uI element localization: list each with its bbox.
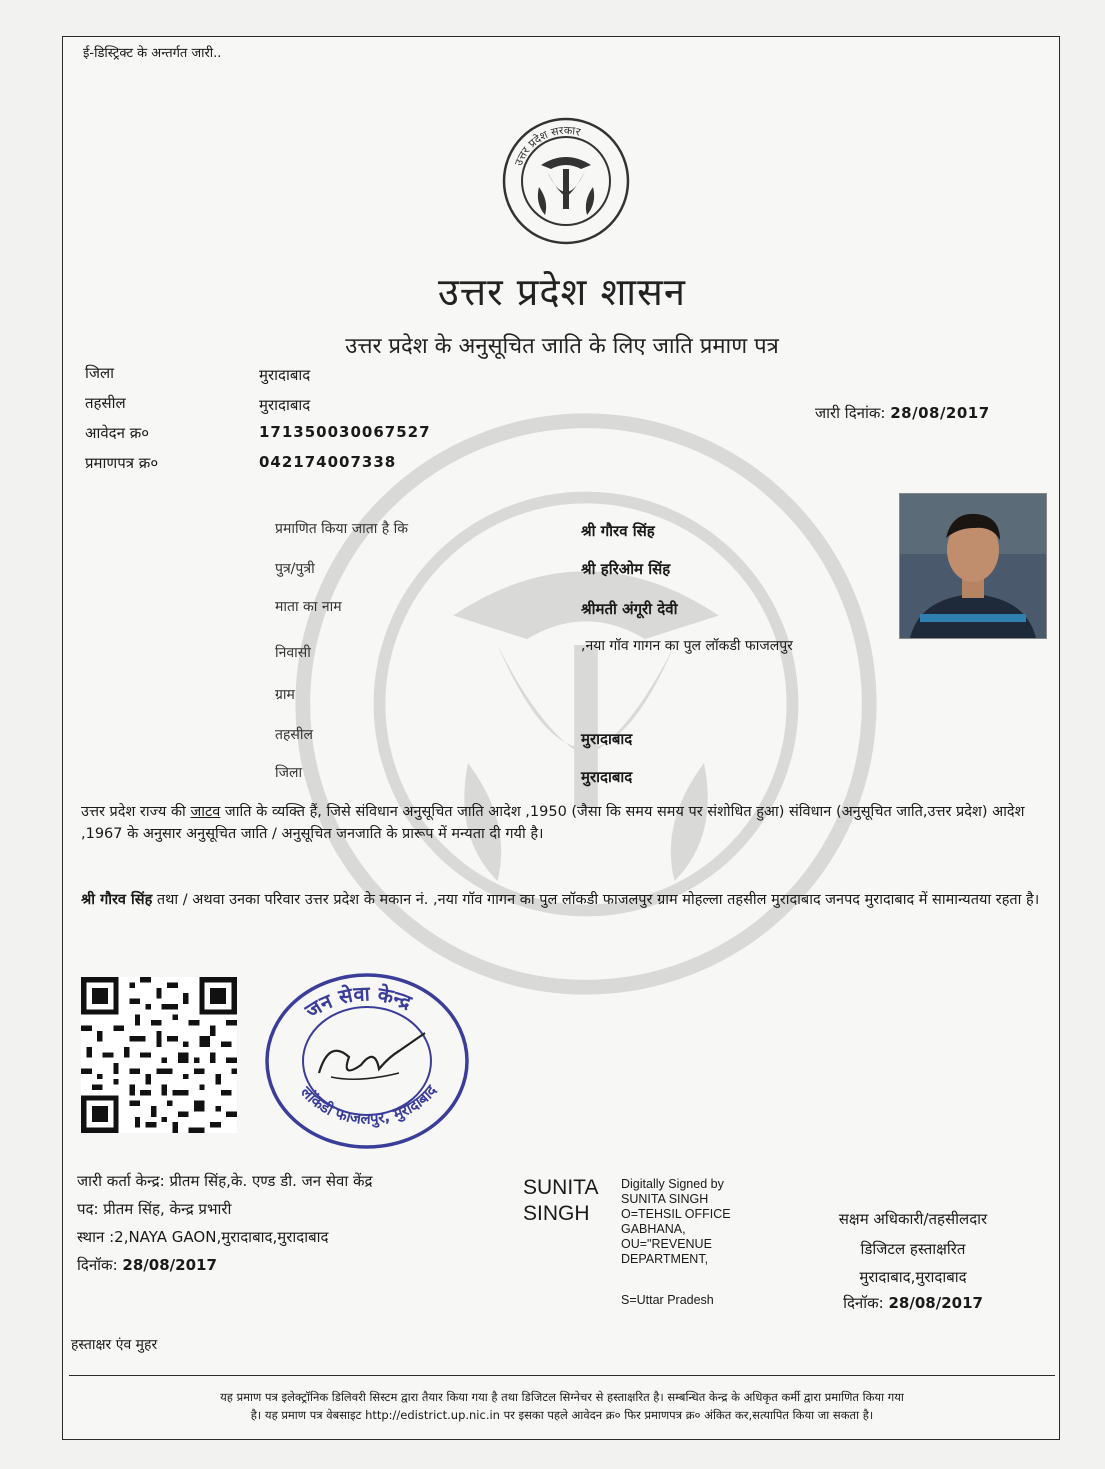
caste-declaration-paragraph — [81, 801, 1045, 845]
dsig-detail: OU="REVENUE — [621, 1237, 712, 1251]
meta-label-certificate-no: प्रमाणपत्र क्र० — [85, 454, 159, 472]
para2-name: श्री गौरव सिंह — [81, 892, 153, 908]
seal-top-text: जन सेवा केन्द्र — [300, 981, 416, 1023]
detail-value-resident: ,नया गॉव गागन का पुल लॉकडी फाजलपुर — [581, 638, 793, 654]
detail-label-tehsil: तहसील — [275, 727, 313, 743]
issuer-date-label: दिनॉक: — [77, 1256, 118, 1274]
issuer-place: स्थान :2,NAYA GAON,मुरादाबाद,मुरादाबाद — [77, 1228, 329, 1246]
digital-signature-details — [621, 1177, 781, 1267]
up-government-emblem-icon — [501, 83, 631, 259]
dsig-name-line1: SUNITA — [523, 1176, 599, 1199]
applicant-photo — [899, 493, 1047, 639]
meta-value-certificate-no: 042174007338 — [259, 453, 397, 471]
header-note: ई-डिस्ट्रिक्ट के अन्तर्गत जारी.. — [83, 46, 222, 61]
meta-label-application-no: आवेदन क्र० — [85, 424, 150, 442]
dsig-detail: Digitally Signed by — [621, 1177, 724, 1191]
detail-label-resident: निवासी — [275, 645, 311, 661]
detail-value-tehsil: मुरादाबाद — [581, 730, 633, 748]
seal-bottom-text: लॉकडी फाजलपुर, मुरादाबाद — [297, 1081, 441, 1128]
dsig-detail: GABHANA, — [621, 1222, 686, 1236]
meta-value-tehsil: मुरादाबाद — [259, 396, 311, 414]
officer-signed: डिजिटल हस्ताक्षरित — [860, 1240, 966, 1258]
meta-value-application-no: 171350030067527 — [259, 423, 431, 441]
page-title: उत्तर प्रदेश शासन — [438, 270, 686, 314]
issuer-date — [77, 1255, 217, 1275]
detail-label-certified: प्रमाणित किया जाता है कि — [275, 521, 409, 537]
para1-after: जाति के व्यक्ति हैं, जिसे संविधान अनुसूचित जाति आदेश ,1950 (जैसा कि समय समय पर संशोधित हुआ) संविधान (अनुसूचित जाति,उत्तर प्रदेश) आदेश ,1967 के अनुसार अनुसूचित जाति / अनुसूचित जनजाति के प्रारूप में मन्यता दी गयी है। — [81, 804, 1025, 842]
detail-value-father: श्री हरिओम सिंह — [581, 560, 671, 578]
meta-value-district: मुरादाबाद — [259, 366, 311, 384]
dsig-name-line2: SINGH — [523, 1202, 590, 1225]
issue-date-label: जारी दिनांक: — [815, 404, 886, 422]
footer-note — [69, 1375, 1055, 1424]
dsig-detail: SUNITA SINGH — [621, 1192, 709, 1206]
officer-date-value: 28/08/2017 — [888, 1294, 983, 1312]
officer-location: मुरादाबाद,मुरादाबाद — [859, 1268, 967, 1286]
para1-before: उत्तर प्रदेश राज्य की — [81, 804, 191, 820]
footer-line-2: है। यह प्रमाण पत्र वेबसाइट http://edistrict.up.nic.in पर इसका पहले आवेदन क्र० फिर प्रमाणपत्र क्र० अंकित कर,सत्यापित किया जा सकता है। — [250, 1408, 874, 1422]
footer-line-1: यह प्रमाण पत्र इलेक्ट्रॉनिक डिलिवरी सिस्टम द्वारा तैयार किया गया है तथा डिजिटल सिग्नेचर से हस्ताक्षरित है। सम्बन्धित केन्द्र के अधिकृत कर्मी द्वारा प्रमाणित किया गया — [220, 1390, 904, 1404]
detail-label-village: ग्राम — [275, 687, 295, 703]
svg-text:लॉकडी फाजलपुर, मुरादाबाद — [296, 1081, 440, 1129]
meta-label-district: जिला — [85, 364, 115, 382]
detail-label-son-daughter: पुत्र/पुत्री — [275, 561, 315, 577]
qr-code — [81, 977, 237, 1133]
signature-and-seal-label: हस्ताक्षर एंव मुहर — [71, 1337, 158, 1353]
page-subtitle: उत्तर प्रदेश के अनुसूचित जाति के लिए जाति प्रमाण पत्र — [345, 334, 779, 359]
officer-title: सक्षम अधिकारी/तहसीलदार — [838, 1210, 988, 1228]
caste-name: जाटव — [190, 804, 221, 820]
issue-date — [815, 403, 990, 423]
digital-signature-name — [523, 1175, 598, 1227]
detail-value-district: मुरादाबाद — [581, 768, 633, 786]
issue-date-value: 28/08/2017 — [890, 404, 990, 422]
detail-value-name: श्री गौरव सिंह — [581, 522, 655, 540]
detail-label-district: जिला — [275, 765, 303, 781]
dsig-detail: O=TEHSIL OFFICE — [621, 1207, 731, 1221]
para2-text: तथा / अथवा उनका परिवार उत्तर प्रदेश के मकान नं. ,नया गॉव गागन का पुल लॉकडी फाजलपुर ग्राम मोहल्ला तहसील मुरादाबाद जनपद मुरादाबाद में सामान्यतया रहता है। — [152, 892, 1040, 908]
detail-label-mother: माता का नाम — [275, 599, 342, 615]
meta-label-tehsil: तहसील — [85, 394, 126, 412]
emblem-text: उत्तर प्रदेश सरकार — [511, 123, 582, 168]
digital-signature-state: S=Uttar Pradesh — [621, 1293, 714, 1307]
jan-seva-kendra-seal — [249, 961, 485, 1157]
certificate-sheet — [62, 36, 1060, 1440]
officer-date — [783, 1293, 1043, 1313]
detail-value-mother: श्रीमती अंगूरी देवी — [581, 600, 678, 618]
residence-paragraph — [81, 889, 1045, 911]
issuer-center: जारी कर्ता केन्द्र: प्रीतम सिंह,के. एण्ड डी. जन सेवा केंद्र — [77, 1172, 373, 1190]
officer-date-label: दिनॉक: — [843, 1294, 884, 1312]
issuer-date-value: 28/08/2017 — [122, 1256, 217, 1274]
dsig-detail: DEPARTMENT, — [621, 1252, 709, 1266]
issuer-post: पद: प्रीतम सिंह, केन्द्र प्रभारी — [77, 1200, 232, 1218]
